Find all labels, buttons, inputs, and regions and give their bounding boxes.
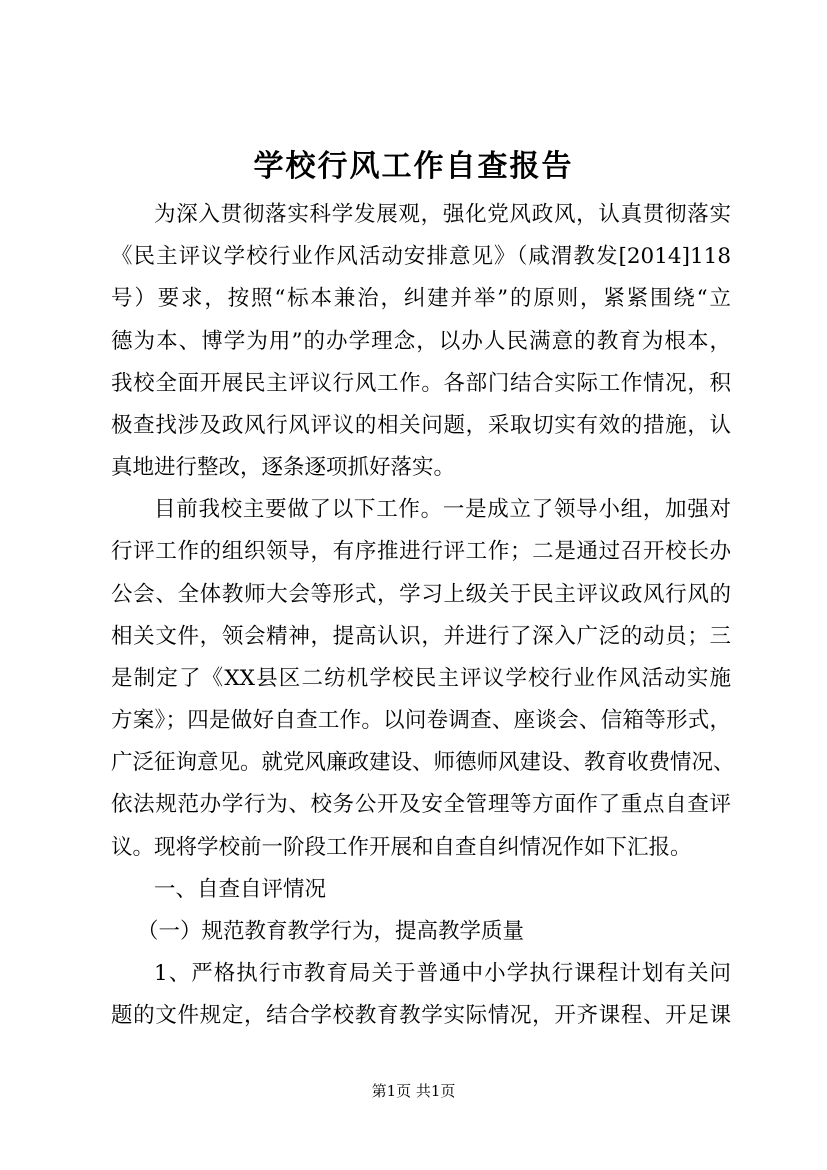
page-footer: 第1页 共1页 [371,1082,456,1100]
section-heading: 一、自查自评情况 [154,877,327,902]
paragraph-line: 题的文件规定，结合学校教育教学实际情况，开齐课程、开足课 [111,1003,731,1028]
paragraph-line: 极查找涉及政风行风评议的相关问题，采取切实有效的措施，认 [111,413,731,438]
paragraph-line: 行评工作的组织领导，有序推进行评工作；二是通过召开校长办 [111,539,731,564]
subsection-heading: （一）规范教育教学行为，提高教学质量 [137,919,525,944]
paragraph-line: 为深入贯彻落实科学发展观，强化党风政风，认真贯彻落实 [154,202,731,227]
paragraph-line: 方案》；四是做好自查工作。以问卷调查、座谈会、信箱等形式， [111,708,731,733]
document-title: 学校行风工作自查报告 [253,149,574,184]
paragraph-line: 议。现将学校前一阶段工作开展和自查自纠情况作如下汇报。 [111,835,692,860]
paragraph-line: 号）要求，按照“标本兼治，纠建并举”的原则，紧紧围绕“立 [111,286,731,311]
paragraph-line: 真地进行整改，逐条逐项抓好落实。 [111,455,456,480]
paragraph-line: 广泛征询意见。就党风廉政建设、师德师风建设、教育收费情况、 [111,750,735,775]
paragraph-line: 相关文件，领会精神，提高认识，并进行了深入广泛的动员；三 [111,624,731,649]
paragraph-line: 是制定了《XX县区二纺机学校民主评议学校行业作风活动实施 [111,666,731,691]
paragraph-line: 1、严格执行市教育局关于普通中小学执行课程计划有关问 [154,961,731,986]
paragraph-line: 公会、全体教师大会等形式，学习上级关于民主评议政风行风的 [111,582,731,607]
paragraph-line: 我校全面开展民主评议行风工作。各部门结合实际工作情况，积 [111,371,731,396]
paragraph-line: 《民主评议学校行业作风活动安排意见》（咸渭教发[2014]118 [111,244,731,269]
paragraph-line: 德为本、博学为用”的办学理念，以办人民满意的教育为根本， [111,329,731,354]
paragraph-line: 目前我校主要做了以下工作。一是成立了领导小组，加强对 [154,497,731,522]
paragraph-line: 依法规范办学行为、校务公开及安全管理等方面作了重点自查评 [111,792,731,817]
